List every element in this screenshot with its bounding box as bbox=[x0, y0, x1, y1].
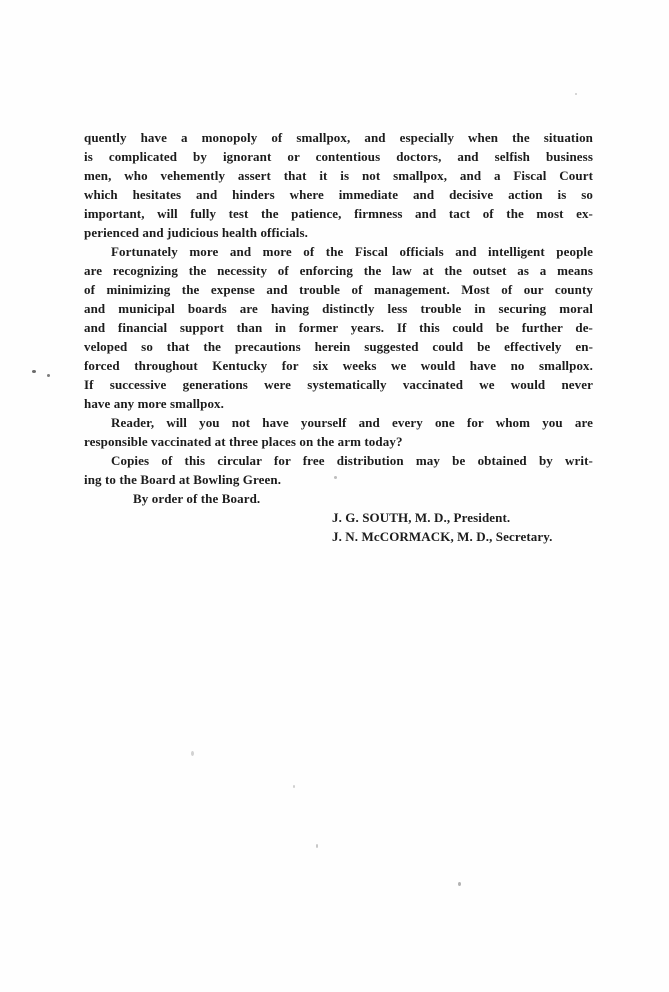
text-line: men, who vehemently assert that it is not smallpox, and a Fiscal Court bbox=[84, 168, 593, 183]
text-line: Fortunately more and more of the Fiscal officials and intelligent people bbox=[111, 244, 593, 259]
text-line: forced throughout Kentucky for six weeks we would have no smallpox. bbox=[84, 358, 593, 373]
paragraph-continuation bbox=[84, 128, 593, 242]
scan-speck bbox=[32, 370, 36, 373]
text-line: are recognizing the necessity of enforcing the law at the outset as a means bbox=[84, 263, 593, 278]
paragraph-fortunately bbox=[84, 242, 593, 413]
text-block bbox=[84, 128, 593, 546]
text-line: and financial support than in former years. If this could be further de- bbox=[84, 320, 593, 335]
scan-speck bbox=[191, 751, 194, 756]
text-line: perienced and judicious health officials. bbox=[84, 225, 309, 240]
scan-speck bbox=[47, 374, 50, 377]
text-line: and municipal boards are having distinctly less trouble in securing moral bbox=[84, 301, 593, 316]
text-line: important, will fully test the patience, firmness and tact of the most ex- bbox=[84, 206, 593, 221]
scan-speck bbox=[458, 882, 461, 886]
text-line: ing to the Board at Bowling Green. bbox=[84, 472, 282, 487]
text-line: If successive generations were systematically vaccinated we would never bbox=[84, 377, 593, 392]
scan-speck bbox=[334, 476, 337, 479]
text-line: Copies of this circular for free distribution may be obtained by writ- bbox=[111, 453, 593, 468]
text-line: veloped so that the precautions herein suggested could be effectively en- bbox=[84, 339, 593, 354]
scan-speck bbox=[316, 844, 318, 848]
text-line: Reader, will you not have yourself and every one for whom you are bbox=[111, 415, 593, 430]
scan-speck bbox=[575, 93, 577, 95]
by-order-line: By order of the Board. bbox=[133, 491, 261, 506]
scan-speck bbox=[293, 785, 295, 788]
paragraph-copies bbox=[84, 451, 593, 489]
signature-president: J. G. SOUTH, M. D., President. bbox=[332, 510, 511, 525]
text-line: responsible vaccinated at three places on the arm today? bbox=[84, 434, 403, 449]
signature-secretary: J. N. McCORMACK, M. D., Secretary. bbox=[332, 529, 553, 544]
text-line: which hesitates and hinders where immediate and decisive action is so bbox=[84, 187, 593, 202]
text-line: is complicated by ignorant or contentious doctors, and selfish business bbox=[84, 149, 593, 164]
paragraph-reader bbox=[84, 413, 593, 451]
text-line: have any more smallpox. bbox=[84, 396, 225, 411]
text-line: quently have a monopoly of smallpox, and especially when the situation bbox=[84, 130, 593, 145]
text-line: of minimizing the expense and trouble of management. Most of our county bbox=[84, 282, 593, 297]
